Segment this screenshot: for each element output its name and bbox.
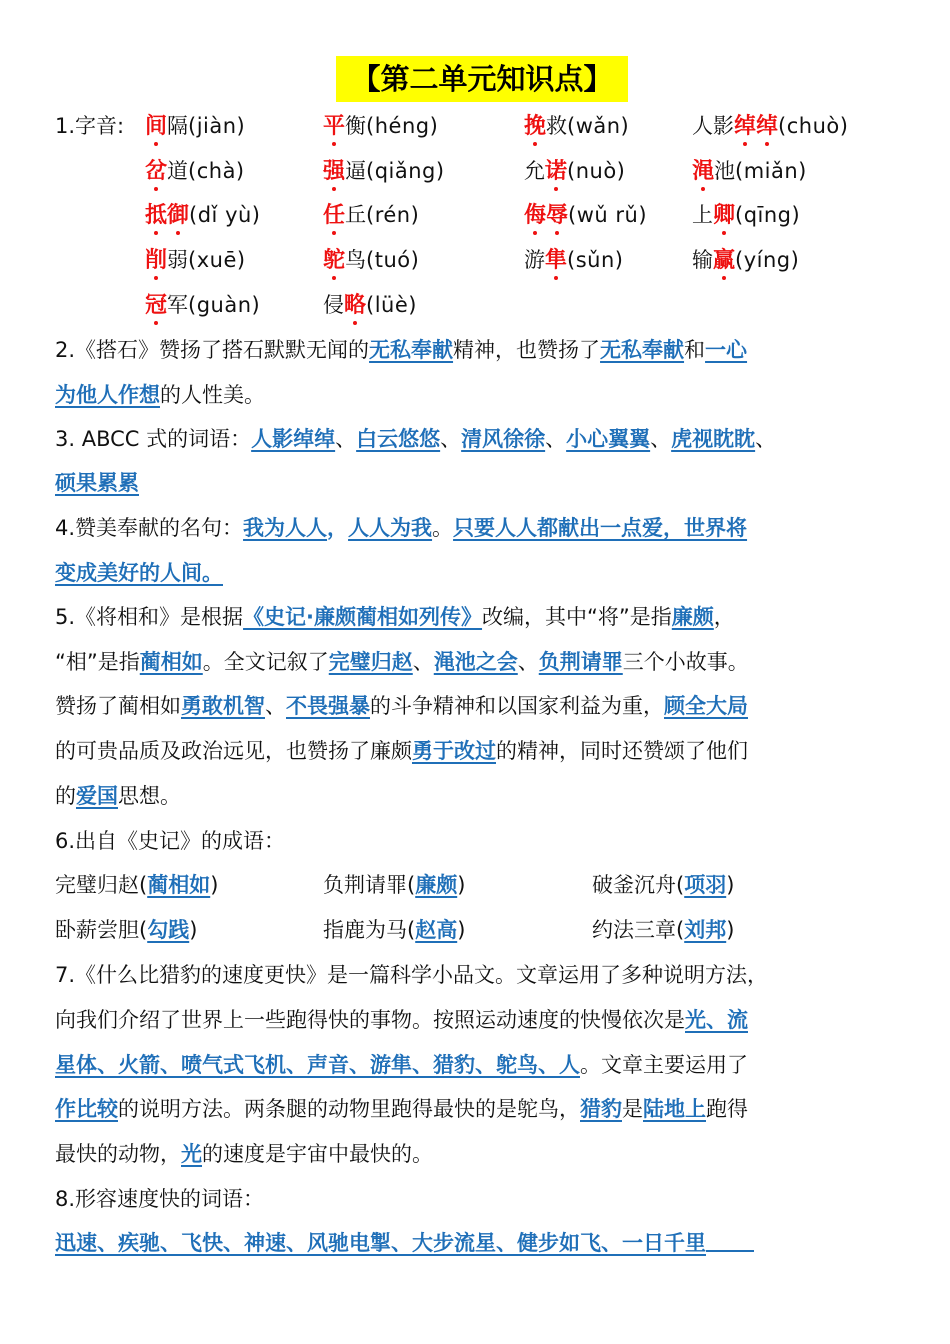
answer: 人人为我 xyxy=(348,516,433,540)
highlighted-character: 任 xyxy=(323,201,345,231)
answer: 陆地上 xyxy=(643,1097,706,1121)
answer: 爱国 xyxy=(76,784,118,808)
pronunciation-item xyxy=(145,111,245,142)
pinyin: (miǎn) xyxy=(735,159,807,183)
section-3-line-2 xyxy=(55,468,900,498)
answer: 为他人作想 xyxy=(55,383,160,407)
word-text: 游 xyxy=(524,248,545,272)
pronunciation-item xyxy=(323,290,417,321)
pinyin: (lüè) xyxy=(366,293,417,317)
answer: 无私奉献 xyxy=(369,338,454,362)
answer: 顾全大局 xyxy=(664,694,748,718)
pronunciation-item xyxy=(692,200,800,231)
pronunciation-item xyxy=(145,290,260,321)
answer: 一心 xyxy=(705,338,748,362)
word-text: 丘 xyxy=(345,203,367,227)
section-5-line-4: 的可贵品质及政治远见，也赞扬了廉颇勇于改过的精神，同时还赞颂了他们 xyxy=(55,739,748,763)
pronunciation-item xyxy=(323,245,419,276)
answer: 作比较 xyxy=(55,1097,118,1121)
section-7-line-2: 向我们介绍了世界上一些跑得快的事物。按照运动速度的快慢依次是光、流 xyxy=(55,1008,748,1032)
section-8-words xyxy=(55,1228,900,1258)
highlighted-character: 间 xyxy=(145,112,167,142)
idiom-item: 卧薪尝胆(勾践) xyxy=(55,918,198,942)
idiom-item: 负荆请罪(廉颇) xyxy=(323,873,466,897)
highlighted-character: 侮 xyxy=(524,201,546,231)
pinyin: (sǔn) xyxy=(567,248,624,272)
answer: 硕果累累 xyxy=(55,471,139,495)
pinyin: (chà) xyxy=(188,159,245,183)
word-text: 逼 xyxy=(345,159,367,183)
pinyin: (rén) xyxy=(366,203,420,227)
pronunciation-item xyxy=(524,156,625,187)
pronunciation-item xyxy=(145,245,246,276)
highlighted-character: 略 xyxy=(344,291,366,321)
answer: 白云悠悠 xyxy=(356,427,441,451)
word-text: 上 xyxy=(692,203,713,227)
answer: 渑池之会 xyxy=(433,650,518,674)
section-3-line-1: 3. ABCC 式的词语：人影绰绰、白云悠悠、清风徐徐、小心翼翼、虎视眈眈、 xyxy=(55,427,777,451)
word-text: 侵 xyxy=(323,293,344,317)
section-2-line-1: 2.《搭石》赞扬了搭石默默无闻的无私奉献精神，也赞扬了无私奉献和一心 xyxy=(55,338,748,362)
answer: 《史记·廉颇蔺相如列传》 xyxy=(243,605,483,629)
pronunciation-item xyxy=(524,111,629,142)
word-text: 输 xyxy=(692,248,713,272)
highlighted-character: 渑 xyxy=(692,157,714,187)
section-4-line-2 xyxy=(55,558,900,588)
word-text: 军 xyxy=(167,293,189,317)
word-text: 隔 xyxy=(167,114,189,138)
pronunciation-item xyxy=(524,200,647,231)
idiom-item: 破釜沉舟(项羽) xyxy=(592,873,735,897)
highlighted-character: 辱 xyxy=(546,201,568,231)
answer: 猎豹 xyxy=(580,1097,622,1121)
highlighted-character: 鸵 xyxy=(323,246,345,276)
answer: 光、流 xyxy=(685,1008,748,1032)
pinyin: (wǎn) xyxy=(567,114,630,138)
word-text: 道 xyxy=(167,159,189,183)
answer: 无私奉献 xyxy=(600,338,685,362)
section-6-title: 6.出自《史记》的成语： xyxy=(55,829,286,853)
pinyin: (nuò) xyxy=(567,159,626,183)
highlighted-character: 赢 xyxy=(713,246,735,276)
section-5-line-1: 5.《将相和》是根据《史记·廉颇蔺相如列传》改编，其中“将”是指廉颇， xyxy=(55,605,735,629)
answer: 完璧归赵 xyxy=(328,650,413,674)
pronunciation-item xyxy=(692,245,799,276)
answer: 虎视眈眈 xyxy=(671,427,756,451)
highlighted-character: 岔 xyxy=(145,157,167,187)
pronunciation-item xyxy=(692,156,807,187)
pronunciation-item xyxy=(323,156,445,187)
pinyin: (qīng) xyxy=(735,203,801,227)
pinyin: (jiàn) xyxy=(188,114,246,138)
pinyin: (yíng) xyxy=(735,248,800,272)
pronunciation-item xyxy=(145,200,261,231)
word-text: 救 xyxy=(546,114,568,138)
highlighted-character: 抵 xyxy=(145,201,167,231)
highlighted-character: 冠 xyxy=(145,291,167,321)
highlighted-character: 诺 xyxy=(545,157,567,187)
pronunciation-item xyxy=(692,111,848,142)
pronunciation-item xyxy=(323,200,419,231)
pinyin: (guàn) xyxy=(188,293,261,317)
word-text: 衡 xyxy=(345,114,367,138)
highlighted-character: 绰 xyxy=(756,112,778,142)
highlighted-character: 削 xyxy=(145,246,167,276)
section-5-line-3: 赞扬了蔺相如勇敢机智、不畏强暴的斗争精神和以国家利益为重，顾全大局 xyxy=(55,694,748,718)
answer: 负荆请罪 xyxy=(538,650,623,674)
pinyin: (chuò) xyxy=(778,114,849,138)
section-8-title: 8.形容速度快的词语： xyxy=(55,1187,265,1211)
pinyin: (tuó) xyxy=(366,248,420,272)
highlighted-character: 御 xyxy=(167,201,189,231)
answer: 只要人人都献出一点爱，世界将 xyxy=(453,516,748,540)
answer: 人影绰绰 xyxy=(251,427,336,451)
word-text: 人影 xyxy=(692,114,734,138)
idiom-item: 指鹿为马(赵高) xyxy=(323,918,466,942)
highlighted-character: 强 xyxy=(323,157,345,187)
idiom-item: 约法三章(刘邦) xyxy=(592,918,735,942)
page-title: 【第二单元知识点】 xyxy=(336,56,628,102)
answer: 星体、火箭、喷气式飞机、声音、游隼、猎豹、鸵鸟、人 xyxy=(55,1053,580,1077)
section-7-line-5: 最快的动物，光的速度是宇宙中最快的。 xyxy=(55,1142,433,1166)
idiom-item: 完璧归赵(蔺相如) xyxy=(55,873,219,897)
answer: 不畏强暴 xyxy=(286,694,370,718)
answer: 蔺相如 xyxy=(139,650,203,674)
answer: 小心翼翼 xyxy=(566,427,651,451)
answer: 勇敢机智 xyxy=(181,694,265,718)
word-text: 弱 xyxy=(167,248,189,272)
highlighted-character: 隼 xyxy=(545,246,567,276)
section-7-line-3: 星体、火箭、喷气式飞机、声音、游隼、猎豹、鸵鸟、人。文章主要运用了 xyxy=(55,1053,748,1077)
pinyin: (qiǎng) xyxy=(366,159,445,183)
answer: 迅速、疾驰、飞快、神速、风驰电掣、大步流星、健步如飞、一日千里 xyxy=(55,1231,706,1255)
pronunciation-item xyxy=(145,156,245,187)
section-5-line-2: “相”是指蔺相如。全文记叙了完璧归赵、渑池之会、负荆请罪三个小故事。 xyxy=(55,650,749,674)
word-text: 允 xyxy=(524,159,545,183)
word-text: 鸟 xyxy=(345,248,367,272)
answer: 光 xyxy=(181,1142,202,1166)
pinyin: (wǔ rǔ) xyxy=(568,203,648,227)
highlighted-character: 挽 xyxy=(524,112,546,142)
pinyin: (héng) xyxy=(366,114,439,138)
section-7-line-1: 7.《什么比猎豹的速度更快》是一篇科学小品文。文章运用了多种说明方法， xyxy=(55,963,769,987)
highlighted-character: 平 xyxy=(323,112,345,142)
blank-line xyxy=(706,1249,754,1252)
section-7-line-4: 作比较的说明方法。两条腿的动物里跑得最快的是鸵鸟，猎豹是陆地上跑得 xyxy=(55,1097,748,1121)
section-1-prefix: 1.字音: xyxy=(55,114,125,138)
pronunciation-item xyxy=(323,111,438,142)
section-5-line-5: 的爱国思想。 xyxy=(55,784,181,808)
pronunciation-item xyxy=(524,245,623,276)
word-text: 池 xyxy=(714,159,736,183)
answer: 勇于改过 xyxy=(412,739,496,763)
pinyin: (dǐ yù) xyxy=(189,203,261,227)
pinyin: (xuē) xyxy=(188,248,246,272)
answer: 变成美好的人间。 xyxy=(55,561,223,585)
highlighted-character: 卿 xyxy=(713,201,735,231)
highlighted-character: 绰 xyxy=(734,112,756,142)
answer: 我为人人 xyxy=(243,516,328,540)
answer: 廉颇 xyxy=(671,605,714,629)
section-4-line-1: 4.赞美奉献的名句：我为人人，人人为我。只要人人都献出一点爱，世界将 xyxy=(55,516,748,540)
section-2-line-2: 为他人作想的人性美。 xyxy=(55,383,265,407)
answer: 清风徐徐 xyxy=(461,427,546,451)
